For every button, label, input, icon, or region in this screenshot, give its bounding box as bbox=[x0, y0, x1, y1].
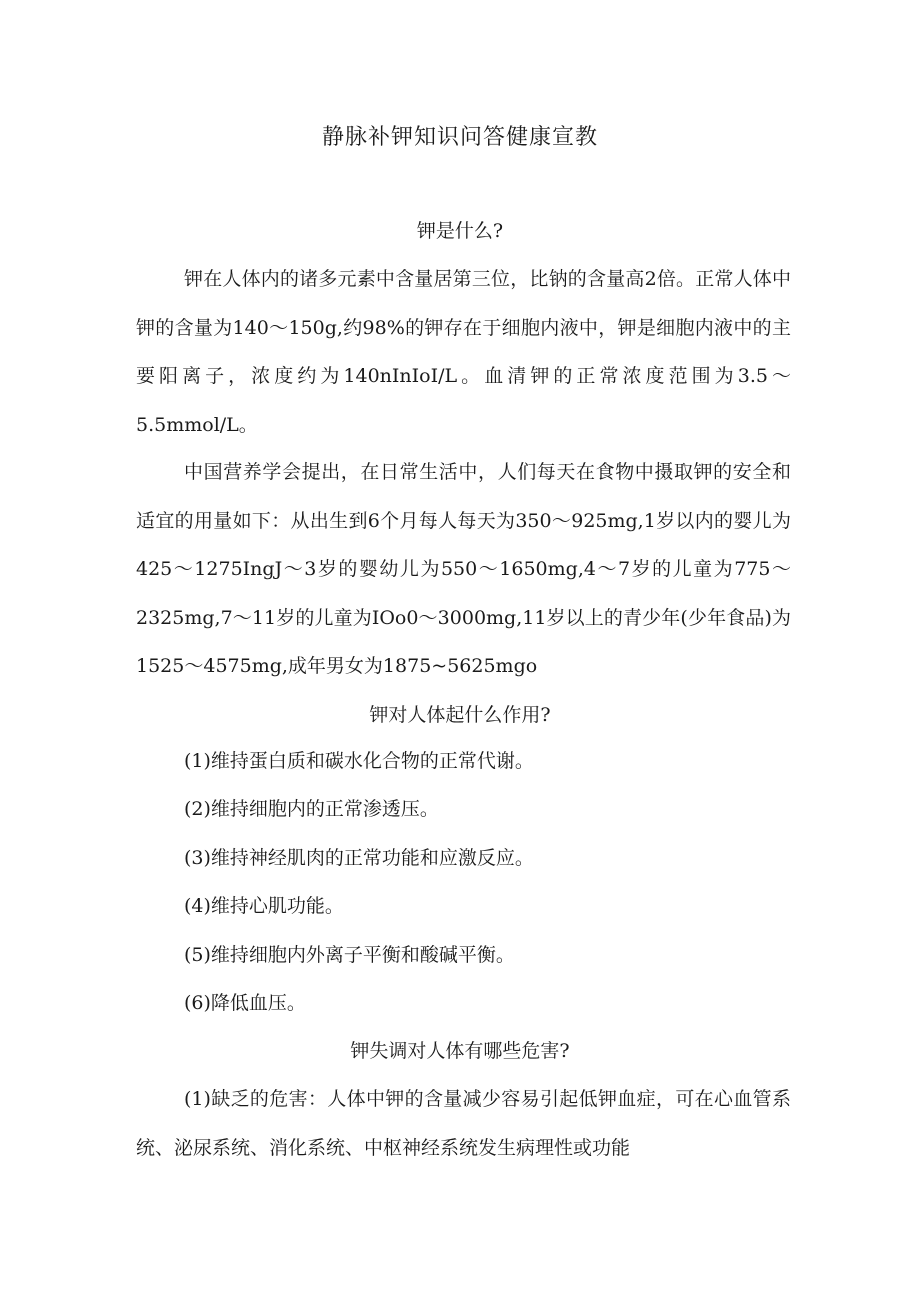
section-heading-what-is-potassium: 钾是什么? bbox=[416, 220, 504, 242]
paragraph-potassium-content: 钾在人体内的诸多元素中含量居第三位，比钠的含量高2倍。正常人体中钾的含量为140～150g,约98%的钾存在于细胞内液中，钾是细胞内液中的主要阳离子，浓度约为140nInIoI/L。血清钾的正常浓度范围为3.5～5.5mmol/L。 bbox=[136, 268, 791, 436]
function-item-2: (2)维持细胞内的正常渗透压。 bbox=[184, 798, 439, 820]
document-title: 静脉补钾知识问答健康宣教 bbox=[321, 125, 598, 150]
paragraph-daily-intake: 中国营养学会提出，在日常生活中，人们每天在食物中摄取钾的安全和适宜的用量如下：从出生到6个月每人每天为350～925mg,1岁以内的婴儿为425～1275IngJ～3岁的婴幼儿为550～1650mg,4～7岁的儿童为775～2325mg,7～11岁的儿童为IOo0～3000mg,11岁以上的青少年(少年食品)为1525～4575mg,成年男女为1875~5625mgo bbox=[136, 461, 791, 677]
function-item-3: (3)维持神经肌肉的正常功能和应激反应。 bbox=[184, 847, 534, 869]
function-item-5: (5)维持细胞内外离子平衡和酸碱平衡。 bbox=[184, 944, 515, 966]
section-heading-potassium-function: 钾对人体起什么作用? bbox=[369, 704, 551, 726]
section-heading-imbalance-harm: 钾失调对人体有哪些危害? bbox=[350, 1040, 570, 1062]
paragraph-deficiency-harm: (1)缺乏的危害：人体中钾的含量减少容易引起低钾血症，可在心血管系统、泌尿系统、消化系统、中枢神经系统发生病理性或功能 bbox=[136, 1088, 791, 1159]
function-item-6: (6)降低血压。 bbox=[184, 992, 306, 1014]
function-item-1: (1)维持蛋白质和碳水化合物的正常代谢。 bbox=[184, 750, 534, 772]
function-item-4: (4)维持心肌功能。 bbox=[184, 895, 344, 917]
